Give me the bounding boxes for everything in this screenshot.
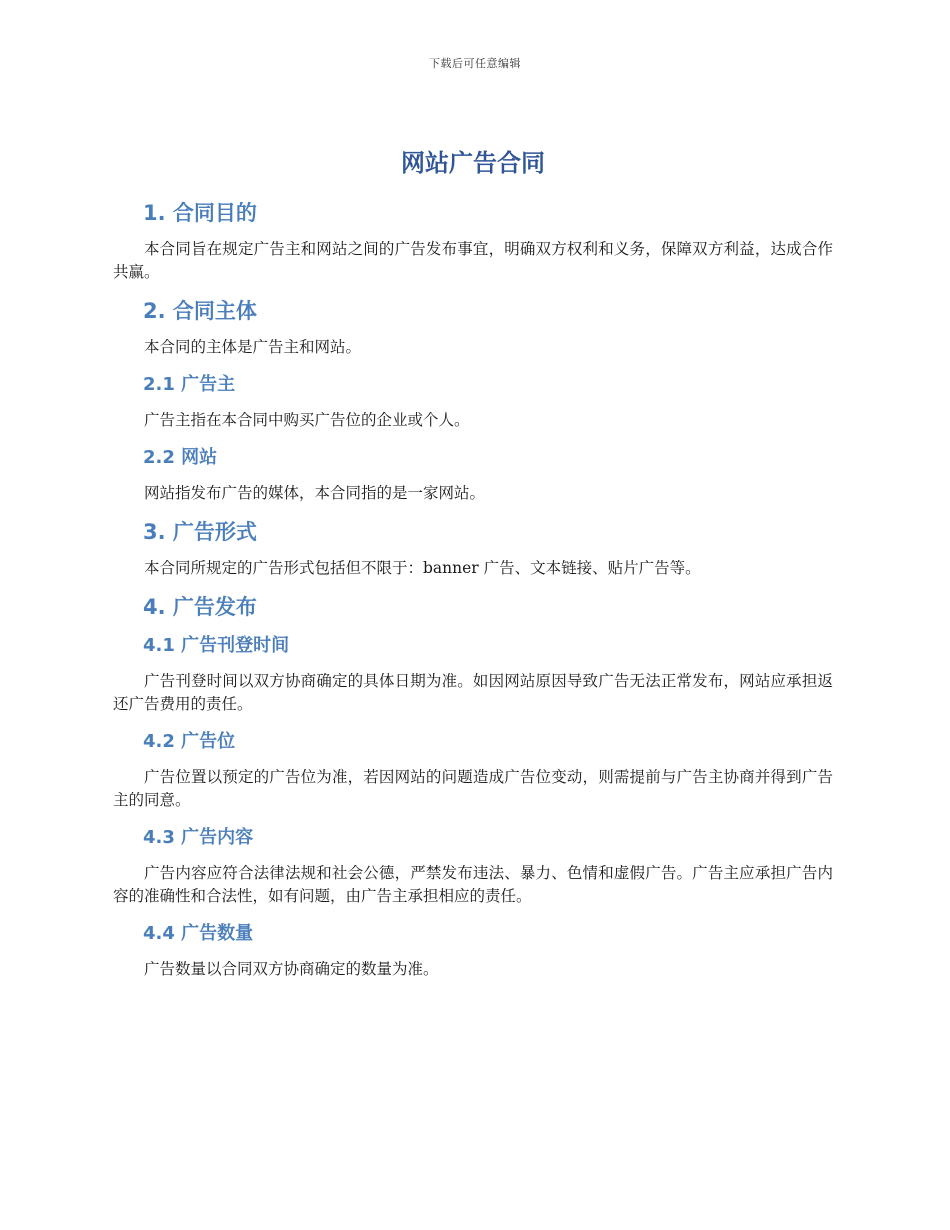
subsection-heading: 4.4 广告数量	[143, 923, 254, 944]
section-heading: 2. 合同主体	[143, 299, 257, 323]
paragraph: 广告位置以预定的广告位为准，若因网站的问题造成广告位变动，则需提前与广告主协商并得到广告主的同意。	[113, 768, 833, 809]
paragraph: 广告数量以合同双方协商确定的数量为准。	[144, 960, 439, 978]
section-heading: 3. 广告形式	[143, 520, 257, 544]
paragraph: 广告主指在本合同中购买广告位的企业或个人。	[144, 411, 470, 429]
subsection-heading: 4.3 广告内容	[143, 827, 254, 848]
paragraph: 广告内容应符合法律法规和社会公德，严禁发布违法、暴力、色情和虚假广告。广告主应承担广告内容的准确性和合法性，如有问题，由广告主承担相应的责任。	[113, 864, 833, 905]
paragraph: 本合同所规定的广告形式包括但不限于：banner 广告、文本链接、贴片广告等。	[144, 559, 701, 577]
document-title: 网站广告合同	[401, 149, 545, 177]
subsection-heading: 4.2 广告位	[143, 731, 236, 752]
document-body	[113, 146, 833, 981]
paragraph: 本合同旨在规定广告主和网站之间的广告发布事宜，明确双方权利和义务，保障双方利益，达成合作共赢。	[113, 240, 833, 281]
subsection-heading: 2.2 网站	[143, 447, 218, 468]
paragraph: 本合同的主体是广告主和网站。	[144, 338, 362, 356]
subsection-heading: 4.1 广告刊登时间	[143, 635, 290, 656]
section-heading: 1. 合同目的	[143, 201, 257, 225]
subsection-heading: 2.1 广告主	[143, 374, 236, 395]
section-heading: 4. 广告发布	[143, 595, 257, 619]
paragraph: 网站指发布广告的媒体，本合同指的是一家网站。	[144, 484, 486, 502]
header-note: 下载后可任意编辑	[429, 57, 521, 70]
paragraph: 广告刊登时间以双方协商确定的具体日期为准。如因网站原因导致广告无法正常发布，网站应承担返还广告费用的责任。	[113, 672, 833, 713]
